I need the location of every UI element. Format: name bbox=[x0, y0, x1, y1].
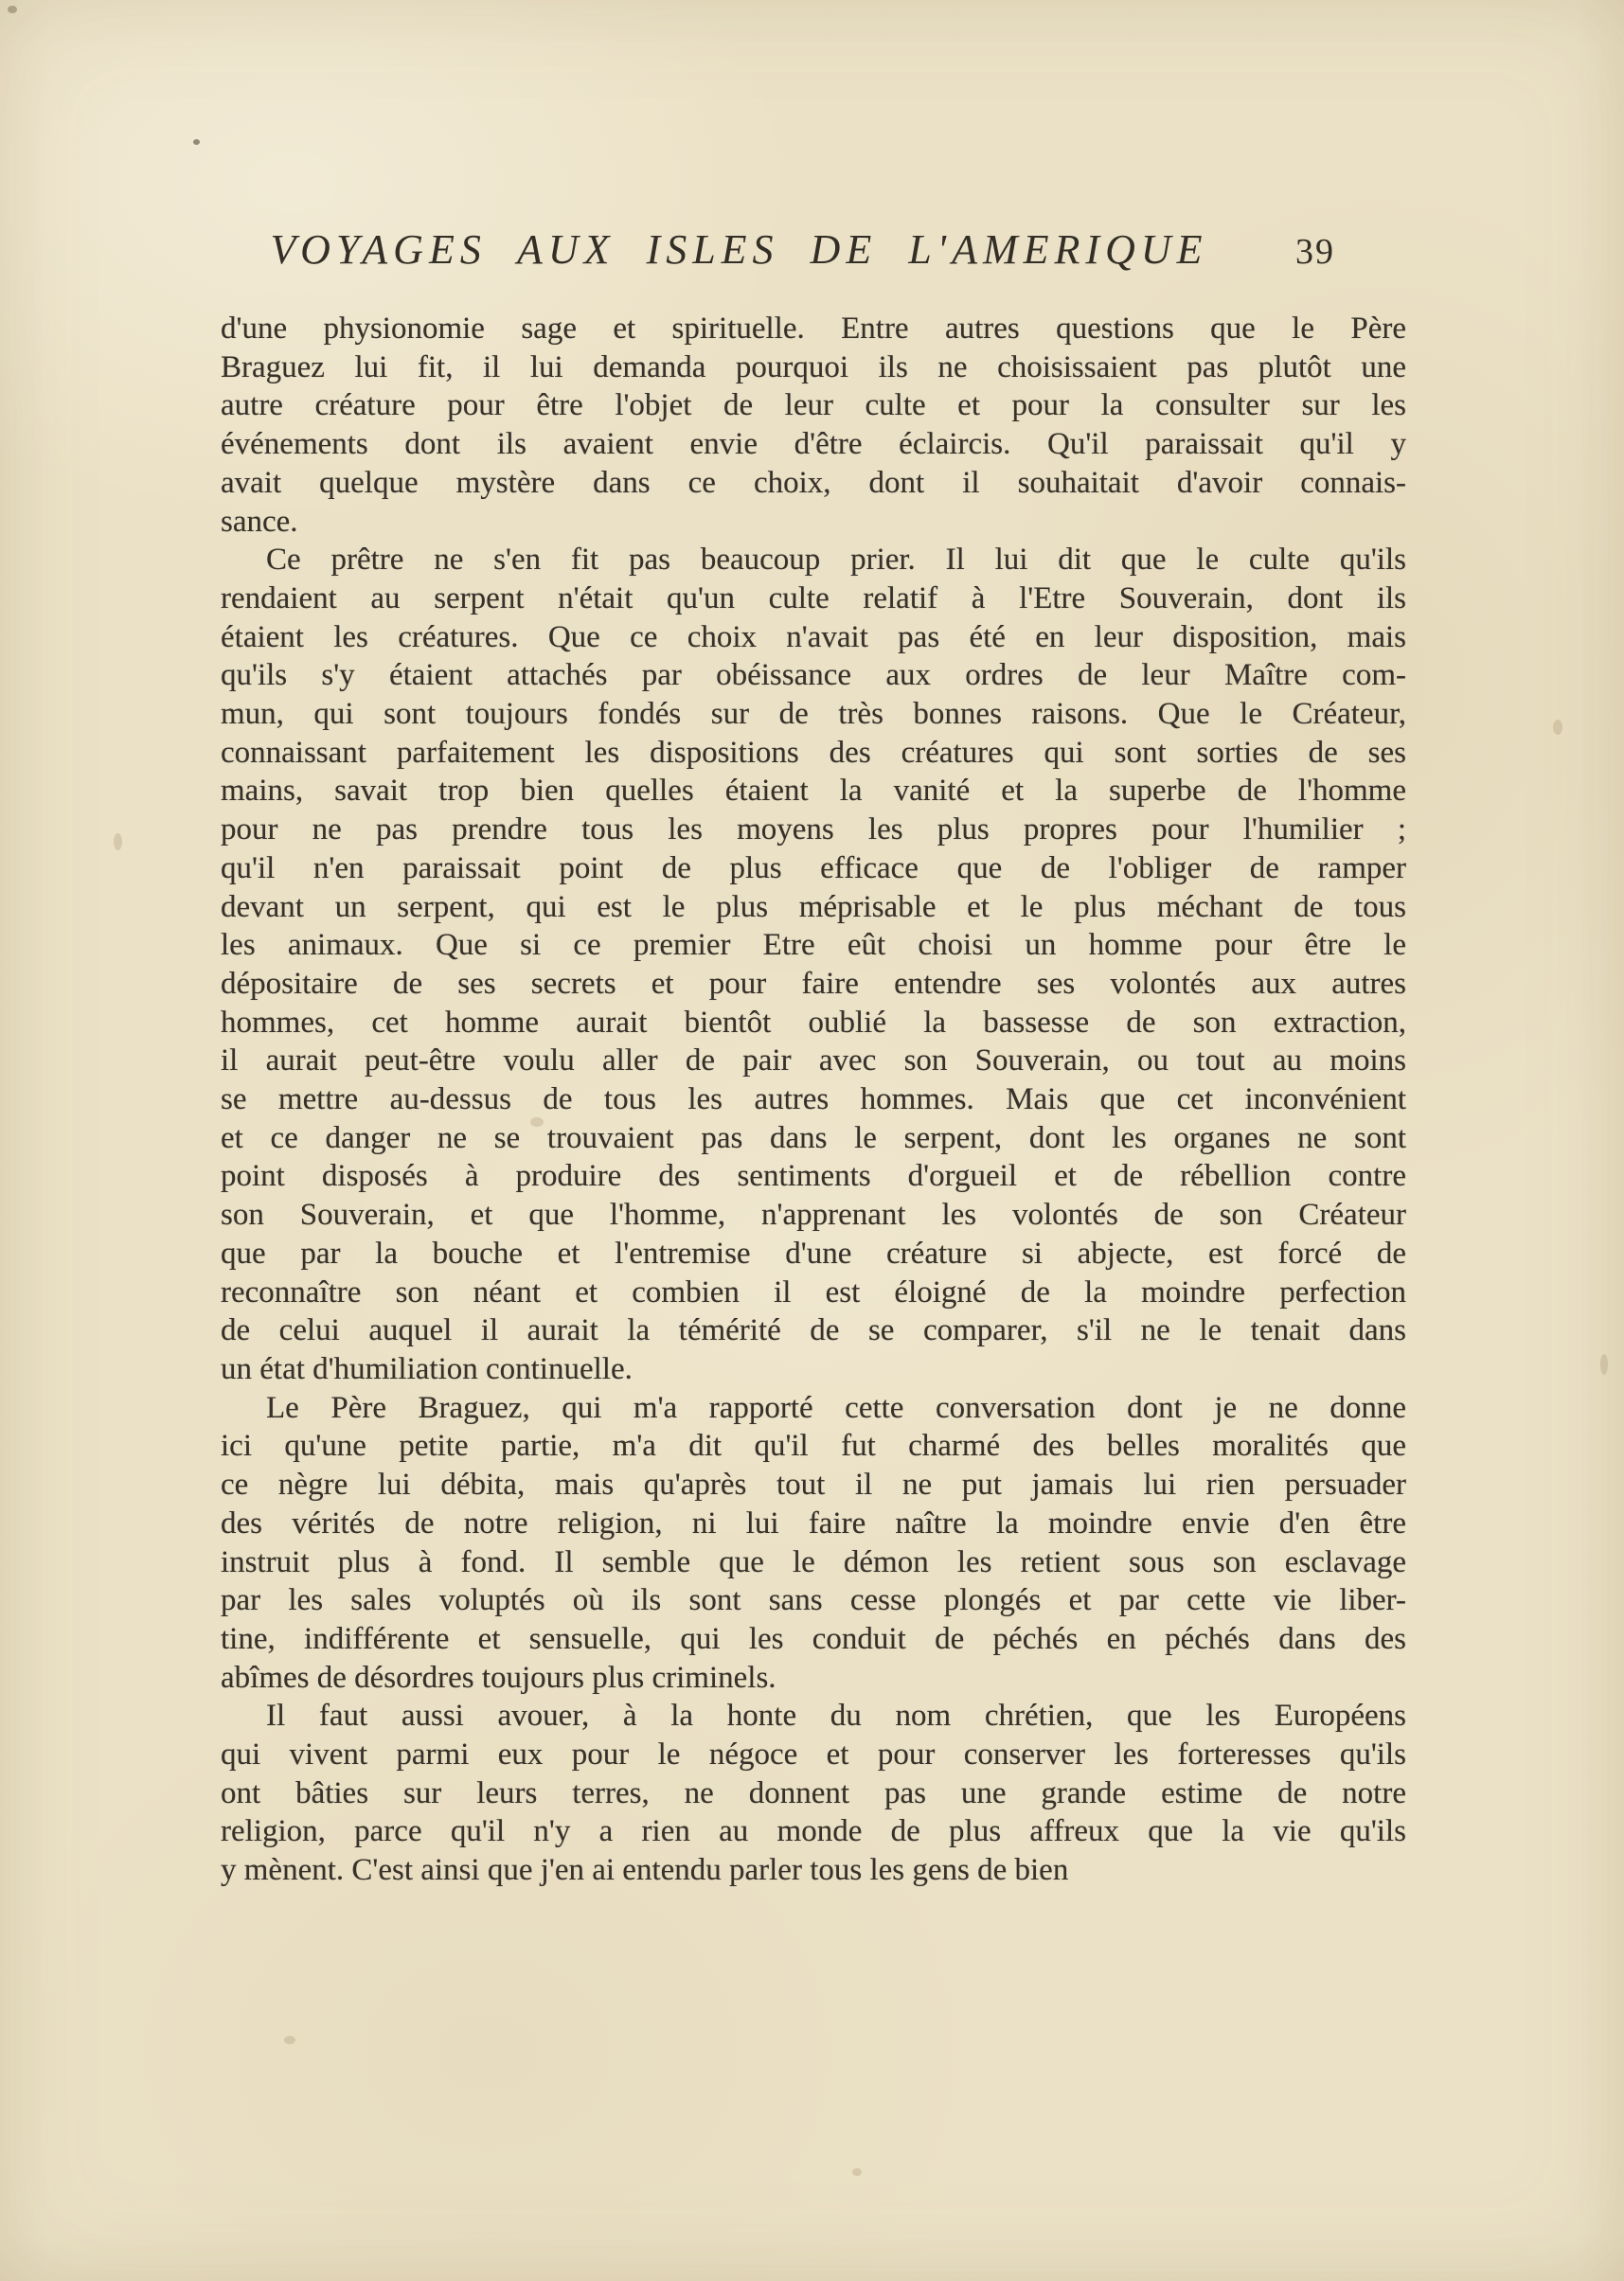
text-line: des vérités de notre religion, ni lui faire naître la moindre envie d'en être bbox=[221, 1506, 1406, 1541]
text-line: devant un serpent, qui est le plus méprisable et le plus méchant de tous bbox=[221, 889, 1406, 924]
text-line: que par la bouche et l'entremise d'une créature si abjecte, est forcé de bbox=[221, 1236, 1406, 1271]
paper-speck bbox=[193, 139, 200, 145]
text-line: connaissant parfaitement les dispositions des créatures qui sont sorties de ses bbox=[221, 735, 1406, 770]
text-line: avait quelque mystère dans ce choix, dont il souhaitait d'avoir connais- bbox=[221, 465, 1406, 500]
text-line: dépositaire de ses secrets et pour faire entendre ses volontés aux autres bbox=[221, 966, 1406, 1001]
page-title: VOYAGES AUX ISLES DE L'AMERIQUE bbox=[270, 226, 1208, 273]
text-line: qu'ils s'y étaient attachés par obéissance aux ordres de leur Maître com- bbox=[221, 658, 1406, 693]
text-line: autre créature pour être l'objet de leur culte et pour la consulter sur les bbox=[221, 388, 1406, 423]
text-line: et ce danger ne se trouvaient pas dans le serpent, dont les organes ne sont bbox=[221, 1120, 1406, 1155]
text-line: il aurait peut-être voulu aller de pair avec son Souverain, ou tout au moins bbox=[221, 1043, 1406, 1078]
text-line: pour ne pas prendre tous les moyens les plus propres pour l'humilier ; bbox=[221, 812, 1406, 847]
text-line: étaient les créatures. Que ce choix n'avait pas été en leur disposition, mais bbox=[221, 619, 1406, 654]
paragraph bbox=[221, 1389, 1406, 1698]
text-line: ce nègre lui débita, mais qu'après tout il ne put jamais lui rien persuader bbox=[221, 1468, 1406, 1503]
paper-fleck bbox=[114, 833, 122, 850]
text-line: par les sales voluptés où ils sont sans cesse plongés et par cette vie liber- bbox=[221, 1583, 1406, 1618]
page-body bbox=[221, 310, 1406, 1890]
text-line: son Souverain, et que l'homme, n'apprenant les volontés de son Créateur bbox=[221, 1198, 1406, 1233]
running-header bbox=[221, 225, 1409, 286]
paper-speck bbox=[8, 6, 17, 13]
text-line: Ce prêtre ne s'en fit pas beaucoup prier. Il lui dit que le culte qu'ils bbox=[266, 543, 1406, 578]
text-line: rendaient au serpent n'était qu'un culte relatif à l'Etre Souverain, dont ils bbox=[221, 580, 1406, 615]
text-line: ici qu'une petite partie, m'a dit qu'il fut charmé des belles moralités que bbox=[221, 1429, 1406, 1464]
text-line: Il faut aussi avouer, à la honte du nom chrétien, que les Européens bbox=[266, 1699, 1406, 1734]
text-line: se mettre au-dessus de tous les autres hommes. Mais que cet inconvénient bbox=[221, 1082, 1406, 1117]
text-line: événements dont ils avaient envie d'être éclaircis. Qu'il paraissait qu'il y bbox=[221, 427, 1406, 462]
text-line: qu'il n'en paraissait point de plus efficace que de l'obliger de ramper bbox=[221, 850, 1406, 885]
text-line: point disposés à produire des sentiments d'orgueil et de rébellion contre bbox=[221, 1159, 1406, 1194]
text-line: hommes, cet homme aurait bientôt oublié la bassesse de son extraction, bbox=[221, 1005, 1406, 1040]
text-line: Le Père Braguez, qui m'a rapporté cette conversation dont je ne donne bbox=[266, 1390, 1406, 1425]
text-line: mains, savait trop bien quelles étaient la vanité et la superbe de l'homme bbox=[221, 774, 1406, 809]
text-line: y mènent. C'est ainsi que j'en ai entendu parler tous les gens de bien bbox=[221, 1853, 1069, 1888]
paragraph bbox=[221, 1697, 1406, 1890]
paper-fleck bbox=[852, 2168, 862, 2176]
text-line: de celui auquel il aurait la témérité de se comparer, s'il ne le tenait dans bbox=[221, 1313, 1406, 1348]
text-line: reconnaître son néant et combien il est éloigné de la moindre perfection bbox=[221, 1274, 1406, 1310]
page-number: 39 bbox=[1295, 232, 1335, 272]
text-line: tine, indifférente et sensuelle, qui les conduit de péchés en péchés dans des bbox=[221, 1621, 1406, 1656]
text-line: Braguez lui fit, il lui demanda pourquoi ils ne choisissaient pas plutôt une bbox=[221, 349, 1406, 384]
text-line: instruit plus à fond. Il semble que le démon les retient sous son esclavage bbox=[221, 1544, 1406, 1579]
text-line: ont bâties sur leurs terres, ne donnent pas une grande estime de notre bbox=[221, 1775, 1406, 1810]
text-line: les animaux. Que si ce premier Etre eût choisi un homme pour être le bbox=[221, 928, 1406, 963]
paper-fleck bbox=[284, 2036, 295, 2044]
text-line: mun, qui sont toujours fondés sur de très bonnes raisons. Que le Créateur, bbox=[221, 697, 1406, 732]
paper-fleck bbox=[1553, 720, 1562, 735]
text-line: d'une physionomie sage et spirituelle. Entre autres questions que le Père bbox=[221, 312, 1406, 346]
text-line: abîmes de désordres toujours plus criminels. bbox=[221, 1660, 776, 1695]
text-line: sance. bbox=[221, 504, 298, 539]
paper-fleck bbox=[1600, 1354, 1608, 1375]
text-line: religion, parce qu'il n'y a rien au monde de plus affreux que la vie qu'ils bbox=[221, 1814, 1406, 1849]
paragraph bbox=[221, 541, 1406, 1388]
text-line: qui vivent parmi eux pour le négoce et pour conserver les forteresses qu'ils bbox=[221, 1737, 1406, 1773]
text-line: un état d'humiliation continuelle. bbox=[221, 1351, 633, 1386]
paragraph bbox=[221, 310, 1406, 541]
